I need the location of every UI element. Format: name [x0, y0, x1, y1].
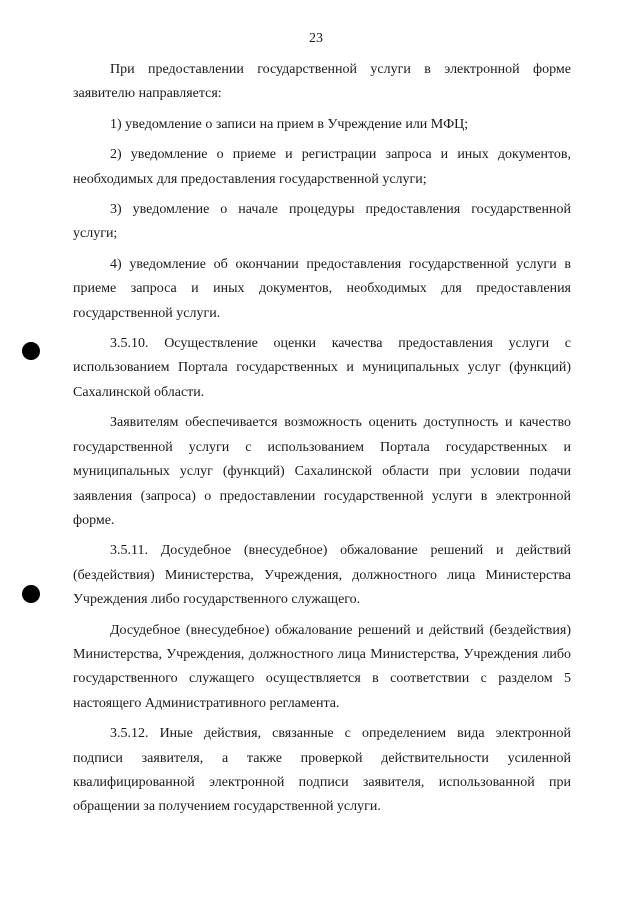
- paragraph-item-2: 2) уведомление о приеме и регистрации запроса и иных документов, необходимых для предоставления государственной услуги;: [73, 147, 571, 187]
- paragraph-item-4: 4) уведомление об окончании предоставления государственной услуги в приеме запроса и иных документов, необходимых для предоставления государственной услуги.: [73, 256, 571, 321]
- paragraph-item-1: 1) уведомление о записи на прием в Учреждение или МФЦ;: [110, 116, 469, 132]
- paragraph-3-5-12: 3.5.12. Иные действия, связанные с определением вида электронной подписи заявителя, а также проверкой действительности усиленной квалифицированной электронной подписи заявителя, использованной при обращении за получением государственной услуги.: [73, 726, 571, 815]
- binder-hole-bottom: [22, 585, 40, 603]
- paragraph-electronic-notifications-intro: При предоставлении государственной услуги в электронной форме заявителю направляется:: [73, 62, 571, 102]
- document-body: [73, 58, 571, 826]
- paragraph-quality-assessment: Заявителям обеспечивается возможность оценить доступность и качество государственной услуги с использованием Портала государственных и муниципальных услуг (функций) Сахалинской области при условии подачи заявления (запроса) о предоставлении государственной услуги в электронной форме.: [73, 415, 571, 528]
- paragraph-3-5-10: 3.5.10. Осуществление оценки качества предоставления услуги с использованием Портала государственных и муниципальных услуг (функций) Сахалинской области.: [73, 336, 571, 400]
- paragraph-3-5-11: 3.5.11. Досудебное (внесудебное) обжалование решений и действий (бездействия) Министерства, Учреждения, должностного лица Министерства Учреждения либо государственного служащего.: [73, 543, 571, 608]
- paragraph-pretrial-appeal: Досудебное (внесудебное) обжалование решений и действий (бездействия) Министерства, Учреждения, должностного лица Министерства, Учреждения либо государственного служащего осуществляется в соответствии с разделом 5 настоящего Административного регламента.: [73, 622, 571, 711]
- paragraph-item-3: 3) уведомление о начале процедуры предоставления государственной услуги;: [73, 202, 571, 242]
- binder-hole-top: [22, 342, 40, 360]
- page-number: 23: [309, 31, 323, 46]
